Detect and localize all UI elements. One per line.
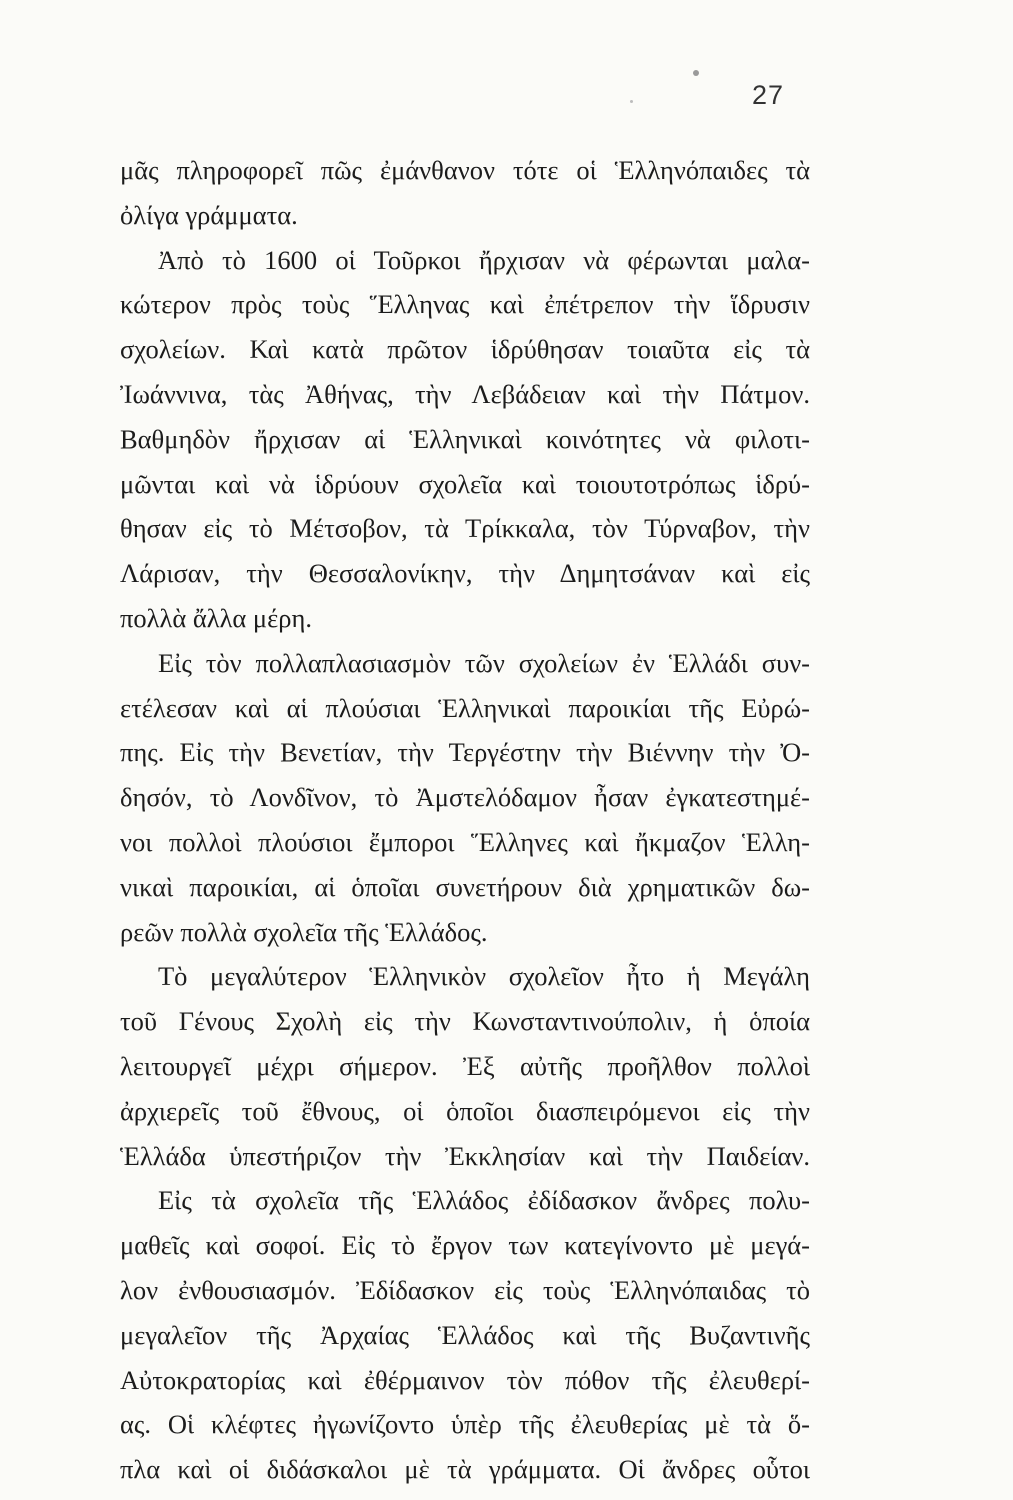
page-number: 27 [752, 80, 785, 110]
text-line: πλα καὶ οἱ διδάσκαλοι μὲ τὰ γράμματα. Οἱ ἄνδρες οὗτοι [120, 1454, 810, 1485]
text-line: μαθεῖς καὶ σοφοί. Εἰς τὸ ἔργον των κατεγίνοντο μὲ μεγά- [120, 1230, 810, 1261]
text-line: ας. Οἱ κλέφτες ἠγωνίζοντο ὑπὲρ τῆς ἐλευθερίας μὲ τὰ ὅ- [120, 1409, 810, 1440]
text-line: Εἰς τὰ σχολεῖα τῆς Ἑλλάδος ἐδίδασκον ἄνδρες πολυ- [158, 1185, 810, 1216]
text-line: Ἑλλάδα ὑπεστήριζον τὴν Ἐκκλησίαν καὶ τὴν Παιδείαν. [120, 1140, 810, 1171]
text-line: πης. Εἰς τὴν Βενετίαν, τὴν Τεργέστην τὴν Βιέννην τὴν Ὀ- [120, 737, 810, 768]
text-line: σχολείων. Καὶ κατὰ πρῶτον ἱδρύθησαν τοιαῦτα εἰς τὰ [120, 334, 810, 365]
text-line: Τὸ μεγαλύτερον Ἑλληνικὸν σχολεῖον ἦτο ἡ Μεγάλη [158, 961, 810, 992]
text-line: δησόν, τὸ Λονδῖνον, τὸ Ἀμστελόδαμον ἦσαν ἐγκατεστημέ- [120, 782, 810, 813]
text-line: Ἀπὸ τὸ 1600 οἱ Τοῦρκοι ἤρχισαν νὰ φέρωνται μαλα- [158, 244, 810, 275]
text-line: Λάρισαν, τὴν Θεσσαλονίκην, τὴν Δημητσάναν καὶ εἰς [120, 558, 810, 589]
text-line: λειτουργεῖ μέχρι σήμερον. Ἐξ αὐτῆς προῆλθον πολλοὶ [120, 1050, 810, 1081]
text-line: τοῦ Γένους Σχολὴ εἰς τὴν Κωνσταντινούπολιν, ἡ ὁποία [120, 1006, 810, 1037]
text-line: νικαὶ παροικίαι, αἱ ὁποῖαι συνετήρουν διὰ χρηματικῶν δω- [120, 871, 810, 902]
text-line: μᾶς πληροφορεῖ πῶς ἐμάνθανον τότε οἱ Ἑλληνόπαιδες τὰ [120, 155, 810, 185]
body-text [120, 148, 810, 1492]
paper-speck [630, 100, 633, 103]
text-line: ετέλεσαν καὶ αἱ πλούσιαι Ἑλληνικαὶ παροικίαι τῆς Εὐρώ- [120, 692, 810, 723]
text-line: Εἰς τὸν πολλαπλασιασμὸν τῶν σχολείων ἐν Ἑλλάδι συν- [158, 647, 810, 678]
text-line: Ἰωάννινα, τὰς Ἀθήνας, τὴν Λεβάδειαν καὶ τὴν Πάτμον. [120, 378, 810, 409]
text-line: μῶνται καὶ νὰ ἱδρύουν σχολεῖα καὶ τοιουτοτρόπως ἱδρύ- [120, 468, 810, 499]
text-line: λον ἐνθουσιασμόν. Ἐδίδασκον εἰς τοὺς Ἑλληνόπαιδας τὸ [120, 1274, 810, 1305]
text-line: θησαν εἰς τὸ Μέτσοβον, τὰ Τρίκκαλα, τὸν Τύρναβον, τὴν [120, 513, 810, 544]
text-line: Βαθμηδὸν ἤρχισαν αἱ Ἑλληνικαὶ κοινότητες νὰ φιλοτι- [120, 423, 810, 454]
text-line: ὀλίγα γράμματα. [120, 199, 298, 230]
text-line: ρεῶν πολλὰ σχολεῖα τῆς Ἑλλάδος. [120, 916, 488, 947]
text-line: Αὐτοκρατορίας καὶ ἐθέρμαινον τὸν πόθον τῆς ἐλευθερί- [120, 1364, 810, 1395]
text-line: μεγαλεῖον τῆς Ἀρχαίας Ἑλλάδος καὶ τῆς Βυζαντινῆς [120, 1319, 810, 1350]
text-line: ἀρχιερεῖς τοῦ ἔθνους, οἱ ὁποῖοι διασπειρόμενοι εἰς τὴν [120, 1095, 810, 1126]
text-line: πολλὰ ἄλλα μέρη. [120, 602, 312, 633]
text-line: κώτερον πρὸς τοὺς Ἕλληνας καὶ ἐπέτρεπον τὴν ἵδρυσιν [120, 289, 810, 320]
paper-speck [693, 70, 699, 76]
text-line: νοι πολλοὶ πλούσιοι ἔμποροι Ἕλληνες καὶ ἤκμαζον Ἑλλη- [120, 826, 810, 857]
